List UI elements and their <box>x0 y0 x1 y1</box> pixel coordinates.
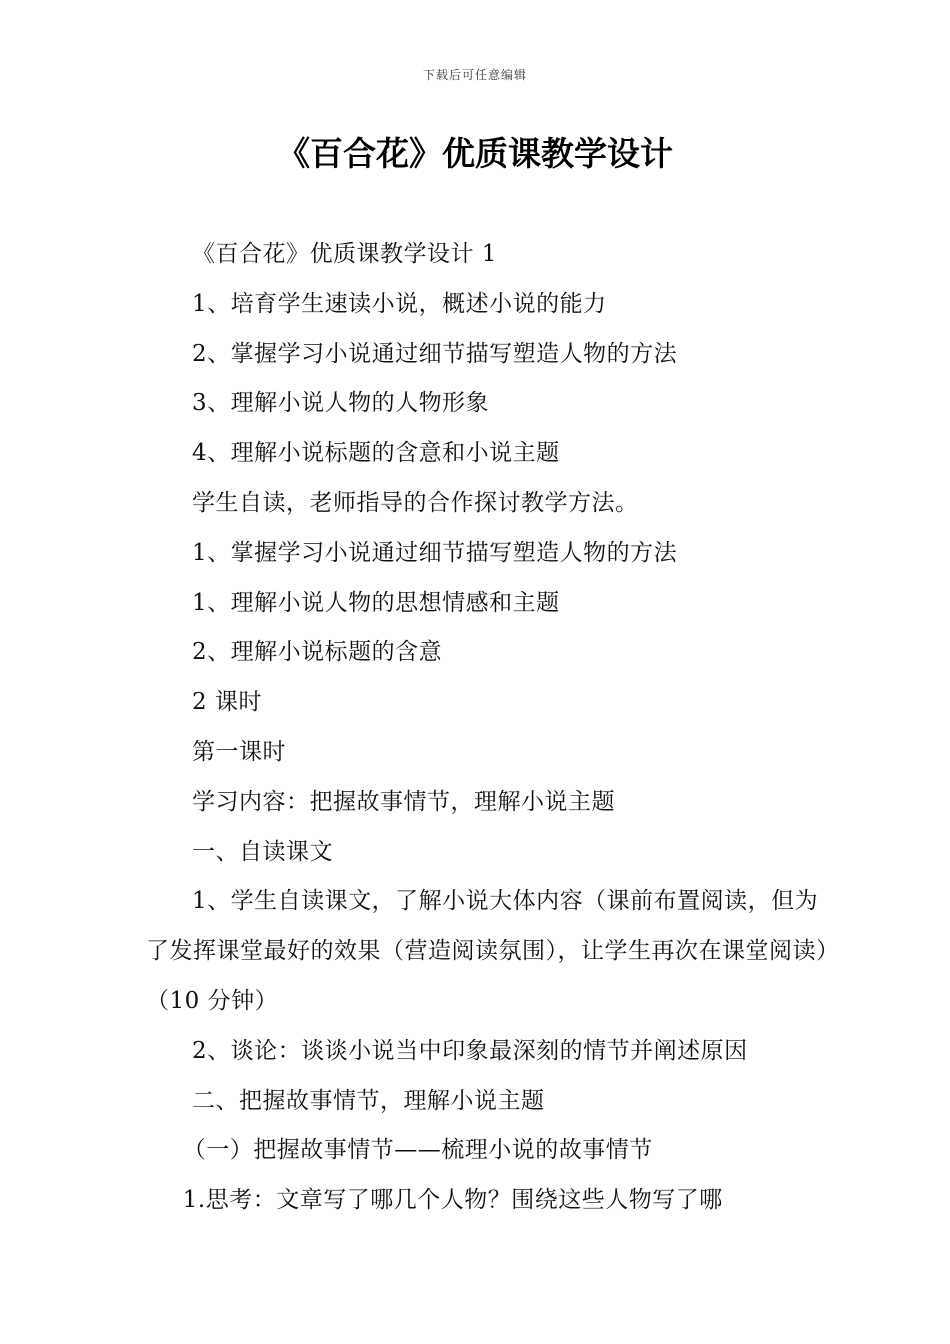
paragraph: 1、理解小说人物的思想情感和主题 <box>192 589 560 616</box>
paragraph: 2、谈论：谈谈小说当中印象最深刻的情节并阐述原因 <box>192 1037 748 1064</box>
paragraph: 2 课时 <box>192 689 262 716</box>
paragraph: 4、理解小说标题的含意和小说主题 <box>192 440 560 467</box>
document-title: 《百合花》优质课教学设计 <box>277 134 673 173</box>
paragraph: 2、掌握学习小说通过细节描写塑造人物的方法 <box>192 340 678 367</box>
paragraph: 1、学生自读课文，了解小说大体内容（课前布置阅读，但为了发挥课堂最好的效果（营造阅读氛围），让学生再次在课堂阅读）（10 分钟） <box>146 888 828 1014</box>
paragraph: 1、培育学生速读小说，概述小说的能力 <box>192 290 607 317</box>
header-note: 下载后可任意编辑 <box>422 68 527 82</box>
paragraph: 2、理解小说标题的含意 <box>192 639 443 666</box>
paragraph: 学习内容：把握故事情节，理解小说主题 <box>192 788 615 815</box>
paragraph: 《百合花》优质课教学设计 1 <box>192 241 497 267</box>
paragraph: （一）把握故事情节——梳理小说的故事情节 <box>182 1137 653 1164</box>
paragraph: 第一课时 <box>192 738 286 765</box>
paragraph: 1.思考：文章写了哪几个人物？围绕这些人物写了哪 <box>182 1187 723 1214</box>
paragraph: 3、理解小说人物的人物形象 <box>192 390 490 417</box>
paragraph: 一、自读课文 <box>192 838 333 865</box>
document-body <box>146 230 836 1226</box>
paragraph: 二、把握故事情节，理解小说主题 <box>192 1087 545 1114</box>
paragraph: 学生自读，老师指导的合作探讨教学方法。 <box>192 489 639 516</box>
paragraph: 1、掌握学习小说通过细节描写塑造人物的方法 <box>192 539 678 566</box>
